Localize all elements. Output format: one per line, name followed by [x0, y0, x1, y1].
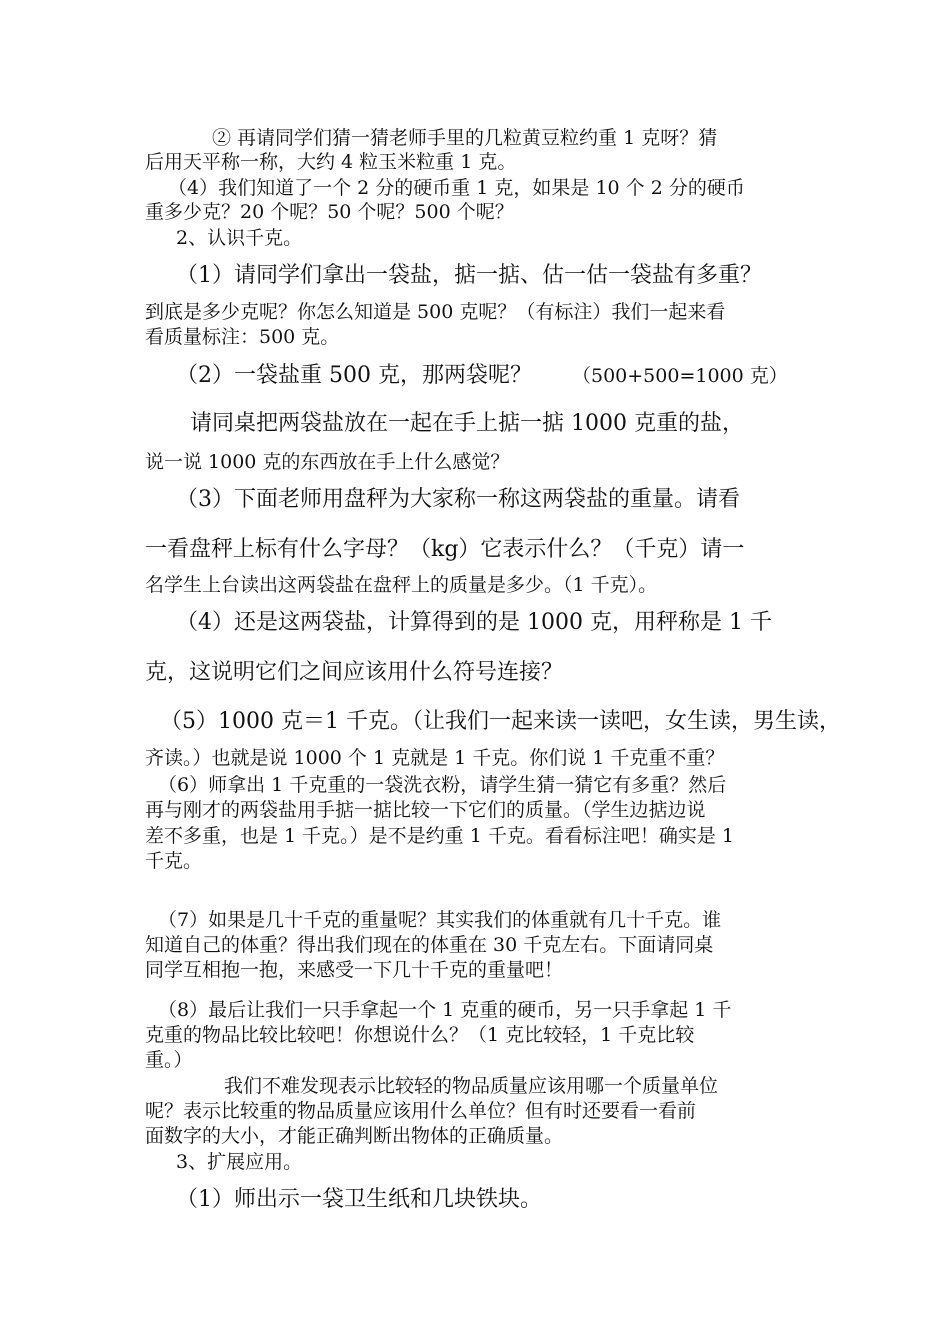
text-line: 一看盘秤上标有什么字母？（kg）它表示什么？（千克）请一: [145, 537, 745, 562]
text-line: 后用天平称一称，大约 4 粒玉米粒重 1 克。: [145, 151, 517, 173]
text-line: 重。）: [145, 1049, 193, 1071]
text-line: 我们不难发现表示比较轻的物品质量应该用哪一个质量单位: [224, 1075, 719, 1097]
text-line: （2）一袋盐重 500 克，那两袋呢？: [176, 363, 532, 388]
text-line: 再与刚才的两袋盐用手掂一掂比较一下它们的质量。（学生边掂边说: [145, 799, 706, 821]
text-line: 看质量标注：500 克。: [145, 326, 340, 348]
text-line: 重多少克？20 个呢？50 个呢？500 个呢？: [145, 201, 514, 223]
text-line: 克重的物品比较比较吧！你想说什么？（1 克比较轻，1 千克比较: [145, 1024, 695, 1046]
text-line: （8）最后让我们一只手拿起一个 1 克重的硬币，另一只手拿起 1 千: [158, 999, 732, 1021]
text-line: 千克。: [145, 850, 203, 872]
text-line: 到底是多少克呢？你怎么知道是 500 克呢？（有标注）我们一起来看: [145, 301, 726, 323]
text-line: （5）1000 克＝1 千克。（让我们一起来读一读吧，女生读，男生读，: [160, 709, 841, 734]
text-line: 呢？表示比较重的物品质量应该用什么单位？但有时还要看一看前: [145, 1100, 697, 1122]
text-line: 齐读。）也就是说 1000 个 1 克就是 1 千克。你们说 1 千克重不重？: [145, 747, 725, 769]
text-line: ② 再请同学们猜一猜老师手里的几粒黄豆粒约重 1 克呀？猜: [212, 127, 718, 149]
text-line: （4）还是这两袋盐，计算得到的是 1000 克，用秤称是 1 千: [176, 610, 772, 635]
text-line: （6）师拿出 1 千克重的一袋洗衣粉，请学生猜一猜它有多重？然后: [158, 774, 727, 796]
text-line: 克，这说明它们之间应该用什么符号连接？: [145, 660, 564, 685]
text-line: 说一说 1000 克的东西放在手上什么感觉？: [145, 451, 510, 473]
text-line: （500+500=1000 克）: [572, 365, 788, 387]
text-line: 面数字的大小，才能正确判断出物体的正确质量。: [145, 1125, 564, 1147]
text-line: 名学生上台读出这两袋盐在盘秤上的质量是多少。（1 千克）。: [145, 574, 658, 596]
text-line: 请同桌把两袋盐放在一起在手上掂一掂 1000 克重的盐，: [190, 411, 744, 436]
text-line: （4）我们知道了一个 2 分的硬币重 1 克，如果是 10 个 2 分的硬币: [168, 177, 745, 199]
section-heading: 3、扩展应用。: [176, 1151, 303, 1173]
section-heading: 2、认识千克。: [176, 227, 303, 249]
text-line: （7）如果是几十千克的重量呢？其实我们的体重就有几十千克。谁: [158, 909, 722, 931]
text-line: 差不多重，也是 1 千克。）是不是约重 1 千克。看看标注吧！确实是 1: [145, 825, 734, 847]
text-line: （1）请同学们拿出一袋盐，掂一掂、估一估一袋盐有多重？: [176, 263, 762, 288]
text-line: 知道自己的体重？得出我们现在的体重在 30 千克左右。下面请同桌: [145, 934, 714, 956]
text-line: （1）师出示一袋卫生纸和几块铁块。: [176, 1187, 542, 1212]
text-line: 同学互相抱一抱，来感受一下几十千克的重量吧！: [145, 959, 564, 981]
text-line: （3）下面老师用盘秤为大家称一称这两袋盐的重量。请看: [176, 487, 740, 512]
